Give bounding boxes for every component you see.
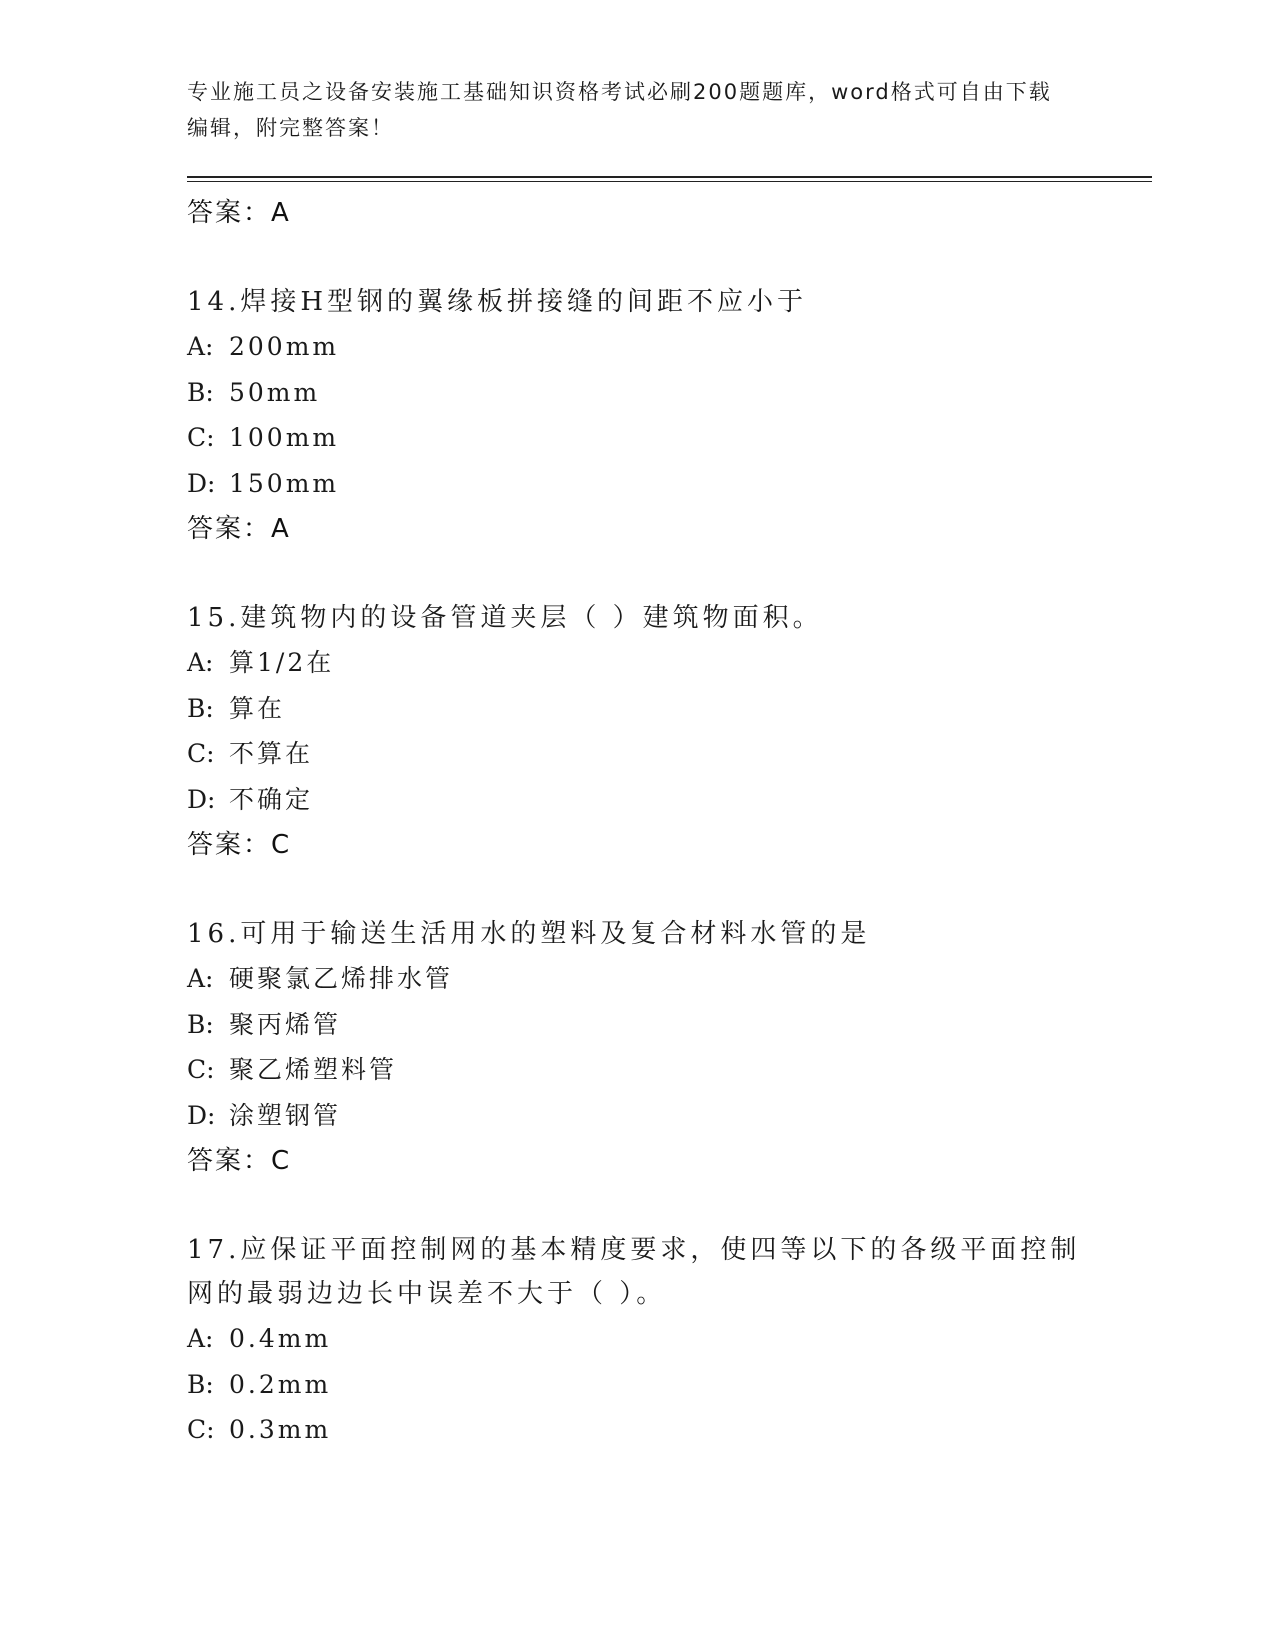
answer: 答案：C [187, 1146, 292, 1176]
option-key: A: [187, 964, 214, 993]
option-key: A: [187, 332, 214, 361]
option-text: 200mm [229, 332, 340, 361]
option-key: A: [187, 1324, 214, 1353]
option-text: 50mm [229, 377, 321, 407]
option-a [187, 324, 1107, 370]
option-b [187, 686, 1107, 732]
previous-answer: 答案：A [187, 198, 291, 228]
question-list [187, 190, 1107, 1453]
option-key: B: [187, 1009, 214, 1039]
option-text: 0.2mm [229, 1369, 332, 1399]
question-16 [187, 912, 1107, 1184]
answer: 答案：A [187, 514, 291, 544]
option-a [187, 1316, 1107, 1362]
answer: 答案：C [187, 830, 292, 860]
option-c [187, 731, 1107, 777]
question-stem: 14.焊接H型钢的翼缘板拼接缝的间距不应小于 [187, 287, 808, 317]
option-b [187, 1362, 1107, 1408]
option-d [187, 461, 1107, 507]
option-key: A: [187, 648, 214, 677]
option-b [187, 370, 1107, 416]
option-key: C: [187, 739, 215, 768]
option-text: 涂塑钢管 [229, 1100, 342, 1130]
option-text: 硬聚氯乙烯排水管 [229, 964, 454, 993]
option-text: 150mm [229, 468, 340, 498]
option-key: D: [187, 1100, 216, 1130]
option-text: 不算在 [229, 739, 314, 768]
option-c [187, 415, 1107, 461]
option-text: 100mm [229, 423, 340, 452]
option-b [187, 1002, 1107, 1048]
option-key: B: [187, 377, 214, 407]
question-17 [187, 1228, 1107, 1453]
question-stem: 15.建筑物内的设备管道夹层（ ）建筑物面积。 [187, 603, 823, 633]
option-d [187, 1093, 1107, 1139]
option-text: 算1/2在 [229, 648, 335, 677]
question-stem: 17.应保证平面控制网的基本精度要求，使四等以下的各级平面控制网的最弱边边长中误差不大于（ ）。 [187, 1235, 1081, 1309]
option-key: C: [187, 423, 215, 452]
option-c [187, 1407, 1107, 1453]
option-key: D: [187, 468, 216, 498]
question-15 [187, 596, 1107, 868]
option-c [187, 1047, 1107, 1093]
option-text: 不确定 [229, 784, 314, 814]
option-a [187, 956, 1107, 1002]
option-d [187, 777, 1107, 823]
option-key: D: [187, 784, 216, 814]
option-text: 0.4mm [229, 1324, 332, 1353]
option-text: 算在 [229, 693, 286, 723]
question-14 [187, 280, 1107, 552]
option-text: 聚乙烯塑料管 [229, 1055, 398, 1084]
option-key: C: [187, 1055, 215, 1084]
option-key: C: [187, 1415, 215, 1444]
option-text: 聚丙烯管 [229, 1009, 342, 1039]
header-rule-thin [187, 181, 1152, 182]
option-key: B: [187, 693, 214, 723]
option-text: 0.3mm [229, 1415, 332, 1444]
question-stem: 16.可用于输送生活用水的塑料及复合材料水管的是 [187, 919, 871, 949]
option-a [187, 640, 1107, 686]
option-key: B: [187, 1369, 214, 1399]
document-header: 专业施工员之设备安装施工基础知识资格考试必刷200题题库，word格式可自由下载编辑，附完整答案！ [187, 80, 1052, 140]
header-rule-thick [187, 176, 1152, 178]
